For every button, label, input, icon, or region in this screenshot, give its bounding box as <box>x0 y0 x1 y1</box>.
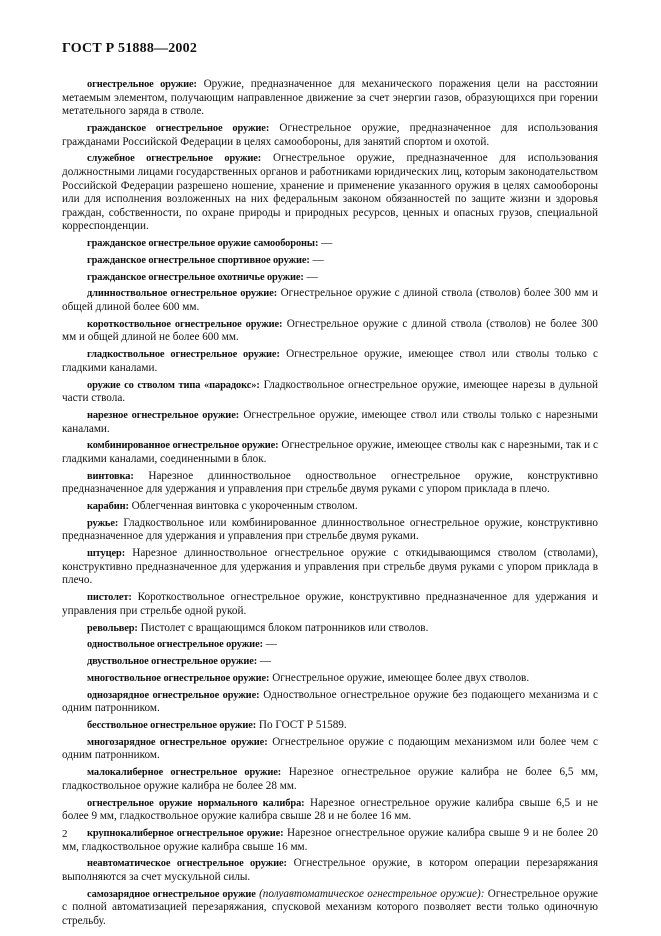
definition-entry <box>62 78 598 119</box>
definition-entry <box>62 237 598 251</box>
definition-entry <box>62 888 598 929</box>
definition-term-note: (полуавтоматическое огнестрельное оружие): <box>259 887 485 900</box>
definition-term: огнестрельное оружие: <box>87 79 197 90</box>
definition-entry <box>62 622 598 636</box>
definition-entry <box>62 655 598 669</box>
definition-term: гладкоствольное огнестрельное оружие: <box>87 349 280 361</box>
page-number: 2 <box>62 828 68 840</box>
definition-text: Одноствольное огнестрельное оружие без подающего механизма и с одним патронником. <box>62 688 598 715</box>
definition-term: бесствольное огнестрельное оружие: <box>87 720 257 732</box>
definition-text: Огнестрельное оружие, имеющее ствол или стволы только с нарезными каналами. <box>62 408 599 435</box>
definition-text: Огнестрельное оружие, в котором операции перезаряжания выполняются за счет мускульной силы. <box>62 857 598 883</box>
definition-text: — <box>312 253 324 266</box>
definition-text: Нарезное огнестрельное оружие калибра не более 6,5 мм, гладкоствольное оружие калибра не более 28 мм. <box>62 766 598 792</box>
definition-term: гражданское огнестрельное оружие самообороны: <box>87 238 319 250</box>
definition-text: Нарезное огнестрельное оружие калибра свыше 9 и не более 20 мм, гладкоствольное оружие калибра свыше 16 мм. <box>62 826 599 853</box>
definition-text: Короткоствольное огнестрельное оружие, конструктивно предназначенное для удержания и управления при стрельбе одной рукой. <box>62 591 599 617</box>
definition-term: длинноствольное огнестрельное оружие: <box>87 288 278 300</box>
definition-entry <box>62 736 598 763</box>
definition-term: малокалиберное огнестрельное оружие: <box>87 767 282 779</box>
definition-entry <box>62 318 598 345</box>
definition-term: короткоствольное огнестрельное оружие: <box>87 318 283 330</box>
definition-entry <box>62 379 598 406</box>
definition-text: Огнестрельное оружие с длиной ствола (стволов) более 300 мм и общей длиной более 600 мм. <box>62 287 598 314</box>
definition-term: пистолет: <box>87 592 132 604</box>
definition-term: крупнокалиберное огнестрельное оружие: <box>87 827 284 839</box>
definition-text: Нарезное длинноствольное огнестрельное оружие с откидывающимся стволом (стволами), конструктивно предназначенное для удержания и управления при стрельбе двумя руками с упором приклада в плечо. <box>62 547 598 587</box>
definition-term: карабин: <box>87 501 129 513</box>
definition-entry <box>62 857 598 884</box>
definition-entry <box>62 287 598 314</box>
definition-term: двуствольное огнестрельное оружие: <box>87 656 258 668</box>
definition-text: Гладкоствольное огнестрельное оружие, имеющее нарезы в дульной части ствола. <box>62 378 598 405</box>
definition-term: винтовка: <box>87 470 134 482</box>
definition-text: Пистолет с вращающимся блоком патронников или стволов. <box>140 621 429 634</box>
definition-entry <box>62 409 598 436</box>
definition-term: гражданское огнестрельное охотничье оружие: <box>87 271 304 283</box>
definition-entry <box>62 517 598 544</box>
definition-text: Огнестрельное оружие, имеющее более двух стволов. <box>272 671 530 684</box>
definition-text: Огнестрельное оружие с подающим механизмом или более чем с одним патронником. <box>62 735 598 762</box>
definition-text: Облегченная винтовка с укороченным стволом. <box>131 500 358 513</box>
definition-term: нарезное огнестрельное оружие: <box>87 409 240 421</box>
definition-text: Нарезное длинноствольное одноствольное огнестрельное оружие, конструктивно предназначенное для удержания и управления при стрельбе двумя руками с упором приклада в плечо. <box>62 469 599 496</box>
definition-term: оружие со стволом типа «парадокс»: <box>87 379 260 391</box>
definition-entry <box>62 547 598 588</box>
definition-term: самозарядное огнестрельное оружие <box>87 888 256 900</box>
definition-entry <box>62 638 598 652</box>
definition-entry <box>62 254 598 268</box>
definition-term: однозарядное огнестрельное оружие: <box>87 689 260 701</box>
definition-text: — <box>321 237 333 250</box>
definition-term: многоствольное огнестрельное оружие: <box>87 672 270 684</box>
definition-entry <box>62 271 598 285</box>
definition-entry <box>62 500 598 514</box>
definition-text: Огнестрельное оружие, предназначенное для использования гражданами Российской Федерации в целях самообороны, для занятий спортом и охотой. <box>62 121 599 148</box>
definition-entry <box>62 827 598 854</box>
definition-entry <box>62 152 598 234</box>
definition-text: Огнестрельное оружие, имеющее стволы как с нарезными, так и с гладкими каналами, соединенными в блок. <box>62 439 599 465</box>
definition-term: огнестрельное оружие нормального калибра: <box>87 797 305 809</box>
definition-text: Оружие, предназначенное для механического поражения цели на расстоянии метаемым элементом, получающим направленное движение за счет энергии газов, образующихся при горении метательного заряда в стволе. <box>62 78 599 118</box>
definition-entry <box>62 672 598 686</box>
definition-entry <box>62 797 598 824</box>
definition-entry <box>62 689 598 716</box>
definition-text: Огнестрельное оружие с длиной ствола (стволов) не более 300 мм и общей длиной не более 600 мм. <box>62 317 598 344</box>
definition-text: Огнестрельное оружие с полной автоматизацией перезаряжания, спусковой механизм которого позволяет вести только одиночную стрельбу. <box>62 887 599 927</box>
definition-text: — <box>259 655 272 668</box>
definition-text: Огнестрельное оружие, имеющее ствол или стволы только с гладкими каналами. <box>62 348 598 374</box>
definition-entry <box>62 348 598 375</box>
definition-entry <box>62 719 598 733</box>
definition-term: многозарядное огнестрельное оружие: <box>87 736 268 748</box>
definition-text: Нарезное огнестрельное оружие калибра свыше 6,5 и не более 9 мм, гладкоствольное оружие калибра свыше 28 и не более 16 мм. <box>62 796 598 823</box>
definition-entry <box>62 470 598 497</box>
definition-entry <box>62 591 598 618</box>
definition-term: револьвер: <box>87 622 138 634</box>
definition-text: — <box>265 638 277 651</box>
definition-text: По ГОСТ Р 51589. <box>258 719 347 732</box>
definition-entry <box>62 766 598 793</box>
definition-text: — <box>306 270 318 283</box>
definition-term: гражданское огнестрельное оружие: <box>87 122 270 134</box>
definition-term: гражданское огнестрельное спортивное оружие: <box>87 254 310 266</box>
definition-term: неавтоматическое огнестрельное оружие: <box>87 858 287 870</box>
definition-term: штуцер: <box>87 548 126 560</box>
definition-text: Гладкоствольное или комбинированное длинноствольное огнестрельное оружие, конструктивно предназначенное для удержания и управления при стрельбе двумя руками. <box>62 516 599 543</box>
standard-header: ГОСТ Р 51888—2002 <box>62 41 198 56</box>
definition-entry <box>62 122 598 149</box>
definition-term: ружье: <box>87 517 119 529</box>
definition-entry <box>62 439 598 466</box>
definitions-list <box>62 78 598 932</box>
definition-term: служебное огнестрельное оружие: <box>87 153 262 165</box>
definition-text: Огнестрельное оружие, предназначенное для использования должностными лицами государственных органов и работниками юридических лиц, которым законодательством Российской Федерации разрешено ношение, хранение и применение указанного оружия в целях самообороны или для исполнения возложенных на них федеральным законом обязанностей по защите жизни и здоровья граждан, собственности, по охране природы и природных ресурсов, ценных и опасных грузов, специальной корреспонденции. <box>62 152 599 233</box>
definition-term: одноствольное огнестрельное оружие: <box>87 639 263 651</box>
definition-term: комбинированное огнестрельное оружие: <box>87 440 279 452</box>
